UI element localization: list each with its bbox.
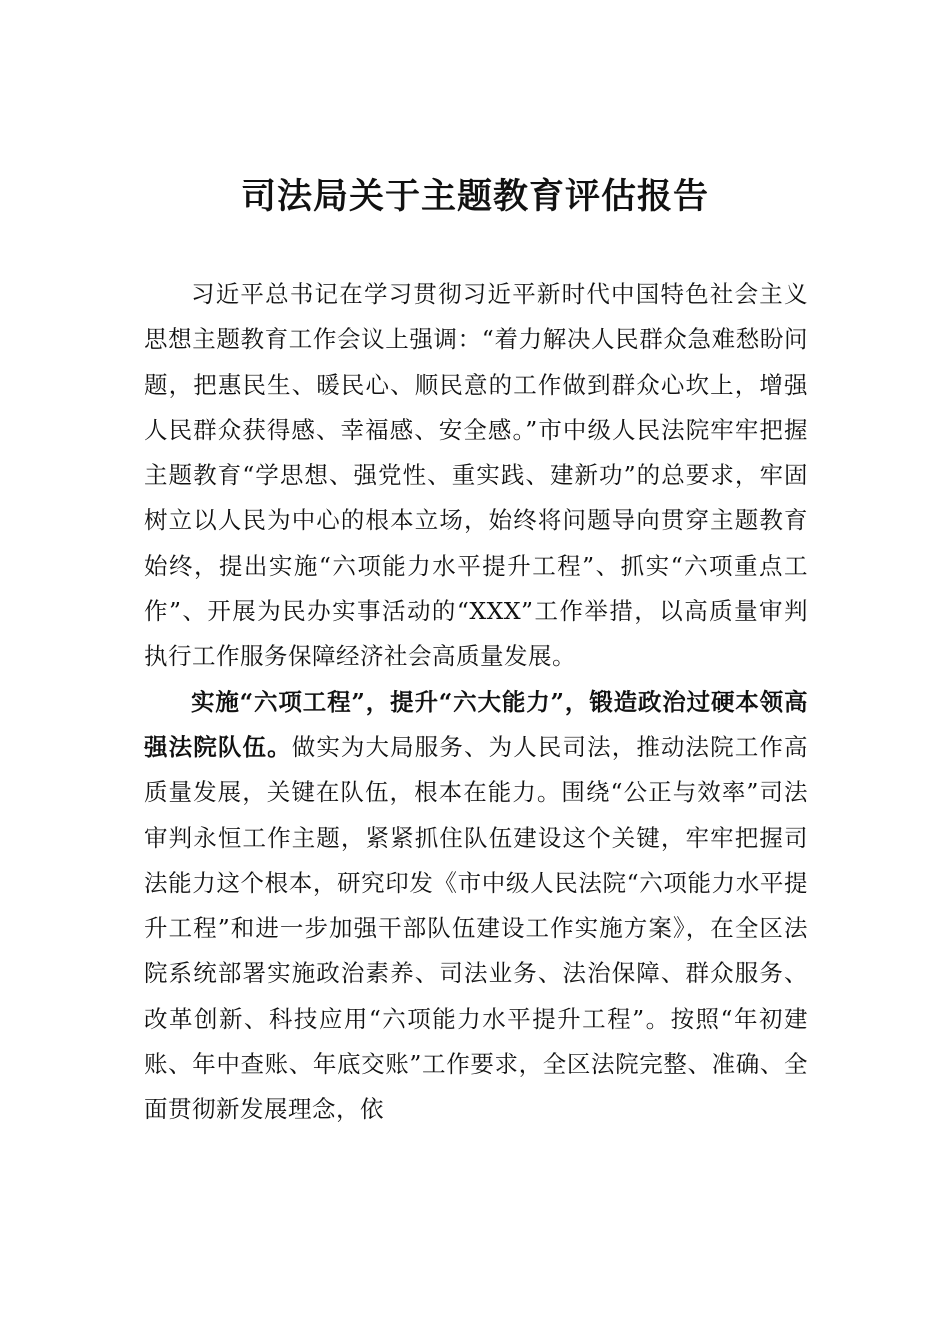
document-body [144, 272, 808, 1133]
paragraph-intro-text: 习近平总书记在学习贯彻习近平新时代中国特色社会主义思想主题教育工作会议上强调：“着力解决人民群众急难愁盼问题，把惠民生、暖民心、顺民意的工作做到群众心坎上，增强人民群众获得感、幸福感、安全感。”市中级人民法院牢牢把握主题教育“学思想、强党性、重实践、建新功”的总要求，牢固树立以人民为中心的根本立场，始终将问题导向贯穿主题教育始终，提出实施“六项能力水平提升工程”、抓实“六项重点工作”、开展为民办实事活动的“XXX”工作举措，以高质量审判执行工作服务保障经济社会高质量发展。 [144, 280, 808, 671]
paragraph-six-projects-text: 做实为大局服务、为人民司法，推动法院工作高质量发展，关键在队伍，根本在能力。围绕“公正与效率”司法审判永恒工作主题，紧紧抓住队伍建设这个关键，牢牢把握司法能力这个根本，研究印发《市中级人民法院“六项能力水平提升工程”和进一步加强干部队伍建设工作实施方案》，在全区法院系统部署实施政治素养、司法业务、法治保障、群众服务、改革创新、科技应用“六项能力水平提升工程”。按照“年初建账、年中查账、年底交账”工作要求，全区法院完整、准确、全面贯彻新发展理念，依 [144, 732, 809, 1124]
paragraph-lead-heading: 实施“六项工程”，提升“六大能力”，锻造政治过硬本领高强法院队伍。 [144, 687, 808, 761]
document-title: 司法局关于主题教育评估报告 [240, 176, 709, 217]
paragraph-six-projects [144, 680, 808, 1133]
paragraph-intro [144, 272, 808, 680]
